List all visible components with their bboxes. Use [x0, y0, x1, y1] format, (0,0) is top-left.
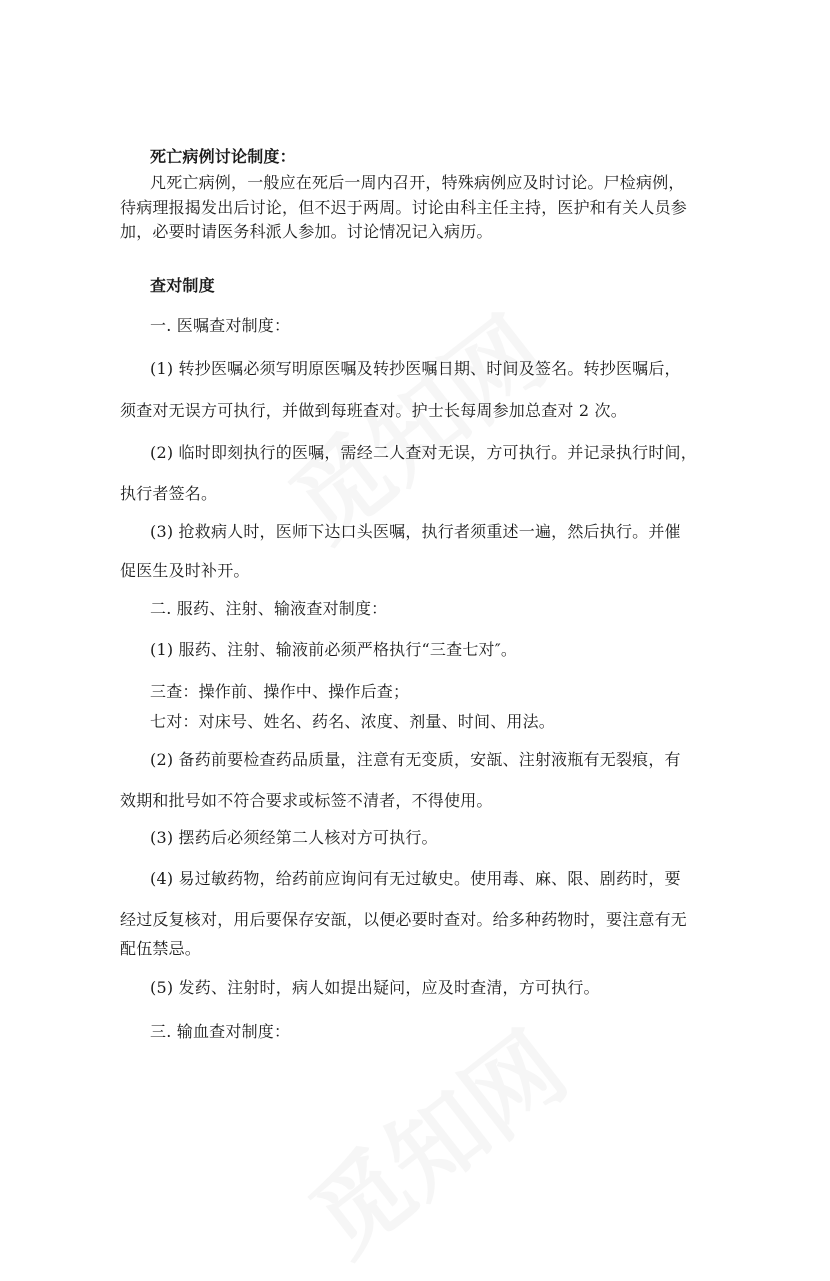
paragraph-line: 经过反复核对，用后要保存安瓿，以便必要时查对。给多种药物时，要注意有无: [120, 910, 688, 929]
paragraph-line: 须查对无误方可执行，并做到每班查对。护士长每周参加总查对 2 次。: [120, 401, 627, 420]
subsection-heading-orders: 一. 医嘱查对制度：: [150, 316, 291, 335]
paragraph-line: 效期和批号如不符合要求或标签不清者，不得使用。: [120, 791, 493, 810]
watermark-bottom: [278, 996, 589, 1281]
subsection-heading-transfusion: 三. 输血查对制度：: [150, 1022, 291, 1041]
subsection-heading-medication: 二. 服药、注射、输液查对制度：: [150, 599, 388, 618]
paragraph-line: 促医生及时补开。: [120, 561, 250, 580]
paragraph-line: 凡死亡病例，一般应在死后一周内召开，特殊病例应及时讨论。尸检病例，: [150, 173, 685, 192]
paragraph-line: 待病理报揭发出后讨论，但不迟于两周。讨论由科主任主持，医护和有关人员参: [120, 198, 688, 217]
paragraph-line: (4) 易过敏药物，给药前应询问有无过敏史。使用毒、麻、限、剧药时，要: [150, 869, 681, 888]
paragraph-line: (1) 转抄医嘱必须写明原医嘱及转抄医嘱日期、时间及签名。转抄医嘱后，: [150, 359, 681, 378]
paragraph-line: 七对：对床号、姓名、药名、浓度、剂量、时间、用法。: [150, 712, 556, 731]
paragraph-line: 执行者签名。: [120, 484, 218, 503]
paragraph-line: (2) 备药前要检查药品质量，注意有无变质，安瓿、注射液瓶有无裂痕，有: [150, 750, 681, 769]
paragraph-line: (2) 临时即刻执行的医嘱，需经二人查对无误，方可执行。并记录执行时间，: [150, 443, 697, 462]
paragraph-line: (3) 抢救病人时，医师下达口头医嘱，执行者须重述一遍，然后执行。并催: [150, 522, 681, 541]
paragraph-line: 加，必要时请医务科派人参加。讨论情况记入病历。: [120, 222, 493, 241]
paragraph-line: (3) 摆药后必须经第二人核对方可执行。: [150, 828, 438, 847]
section-title-verification: 查对制度: [150, 276, 215, 295]
paragraph-line: (1) 服药、注射、输液前必须严格执行“三查七对″。: [150, 640, 518, 659]
section-title-death-case: 死亡病例讨论制度：: [150, 147, 296, 166]
paragraph-line: 三查：操作前、操作中、操作后查；: [150, 682, 410, 701]
paragraph-line: 配伍禁忌。: [120, 939, 202, 958]
paragraph-line: (5) 发药、注射时，病人如提出疑问，应及时查清，方可执行。: [150, 978, 600, 997]
